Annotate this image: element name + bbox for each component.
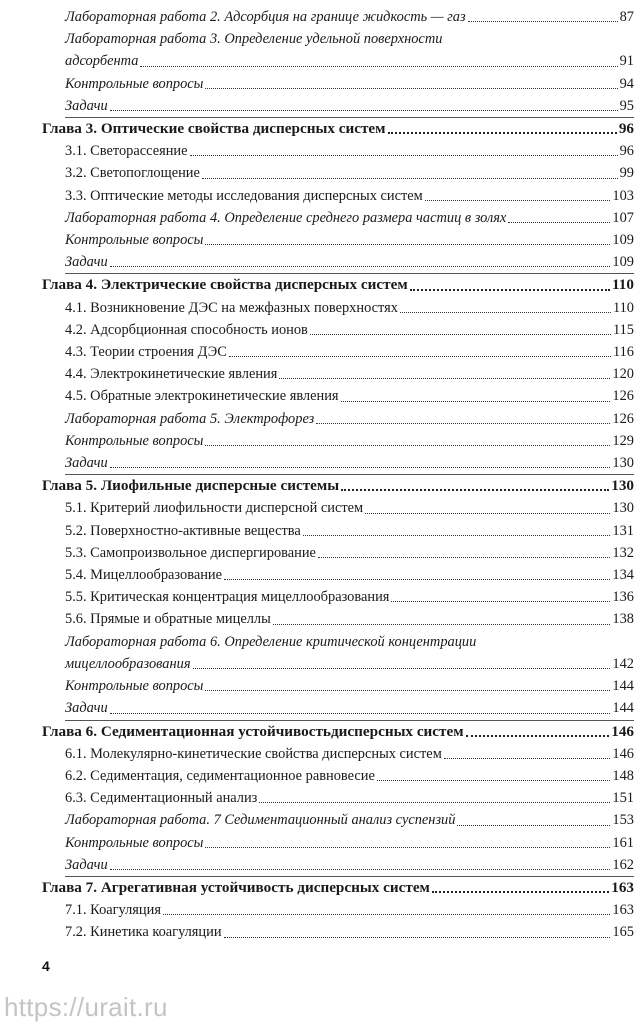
entry-page: 132 <box>612 544 634 561</box>
entry-page: 126 <box>612 410 634 427</box>
entry-title: Контрольные вопросы <box>65 75 204 92</box>
leader-dots <box>224 579 610 580</box>
chapter-title: Глава 5. Лиофильные дисперсные системы <box>42 477 340 495</box>
toc-entry <box>42 162 634 184</box>
entry-title: 5.4. Мицеллообразование <box>65 567 223 584</box>
toc-chapter <box>42 475 634 497</box>
chapter-page: 96 <box>618 120 634 138</box>
entry-page: 103 <box>612 187 634 204</box>
entry-page: 134 <box>612 567 634 584</box>
leader-dots <box>365 513 610 514</box>
entry-page: 136 <box>612 589 634 606</box>
entry-title: Контрольные вопросы <box>65 678 204 695</box>
toc-chapter <box>42 118 634 140</box>
toc-entry <box>42 542 634 564</box>
entry-title: Задачи <box>65 254 108 271</box>
chapter-page: 130 <box>611 477 634 495</box>
watermark-url: https://urait.ru <box>4 992 168 1022</box>
toc-entry <box>42 921 634 943</box>
toc-entry <box>42 251 634 273</box>
table-of-contents <box>42 6 634 944</box>
entry-page: 151 <box>612 790 634 807</box>
toc-entry <box>42 497 634 519</box>
entry-page: 144 <box>612 700 634 717</box>
entry-title: адсорбента <box>65 53 139 70</box>
page-number: 4 <box>42 958 50 974</box>
toc-entry <box>42 207 634 229</box>
entry-title: 4.5. Обратные электрокинетические явления <box>65 388 339 405</box>
leader-dots <box>140 66 617 67</box>
entry-title: 4.3. Теории строения ДЭС <box>65 344 227 361</box>
leader-dots <box>468 21 618 22</box>
toc-chapter <box>42 877 634 899</box>
entry-page: 138 <box>612 611 634 628</box>
entry-page: 142 <box>612 655 634 672</box>
toc-entry-first-line: Лабораторная работа 3. Определение удельной поверхности <box>65 31 443 48</box>
entry-page: 153 <box>612 812 634 829</box>
toc-entry <box>42 229 634 251</box>
entry-page: 162 <box>612 856 634 873</box>
toc-entry <box>42 608 634 630</box>
leader-dots <box>432 891 609 893</box>
leader-dots <box>388 132 617 134</box>
toc-entry <box>42 832 634 854</box>
leader-dots <box>341 401 611 402</box>
entry-title: Лабораторная работа 2. Адсорбция на границе жидкость — газ <box>65 9 466 25</box>
entry-page: 96 <box>619 143 634 160</box>
entry-title: 3.1. Светорассеяние <box>65 143 188 160</box>
entry-title: Лабораторная работа 5. Электрофорез <box>65 410 315 427</box>
entry-page: 144 <box>612 678 634 695</box>
entry-page: 116 <box>612 344 634 361</box>
chapter-title: Глава 6. Седиментационная устойчивостьдисперсных систем <box>42 722 464 740</box>
entry-page: 109 <box>612 254 634 271</box>
toc-entry <box>42 363 634 385</box>
leader-dots <box>303 535 611 536</box>
toc-entry <box>42 408 634 430</box>
entry-title: 7.1. Коагуляция <box>65 902 161 919</box>
chapter-page: 110 <box>612 276 634 294</box>
entry-page: 130 <box>612 455 634 472</box>
toc-entry <box>42 50 634 72</box>
toc-entry <box>42 95 634 117</box>
entry-page: 109 <box>612 232 634 249</box>
entry-title: 5.3. Самопроизвольное диспергирование <box>65 544 316 561</box>
entry-title: 4.1. Возникновение ДЭС на межфазных поверхностях <box>65 299 398 316</box>
entry-title: Задачи <box>65 700 108 717</box>
chapter-title: Глава 4. Электрические свойства дисперсных систем <box>42 276 408 294</box>
entry-page: 94 <box>619 75 634 92</box>
entry-page: 163 <box>612 902 634 919</box>
entry-page: 87 <box>619 9 634 25</box>
toc-entry <box>42 809 634 831</box>
entry-title: 5.2. Поверхностно-активные вещества <box>65 522 301 539</box>
entry-page: 161 <box>612 834 634 851</box>
chapter-title: Глава 7. Агрегативная устойчивость дисперсных систем <box>42 878 430 896</box>
leader-dots <box>279 378 610 379</box>
toc-entry <box>42 586 634 608</box>
entry-page: 165 <box>612 924 634 941</box>
toc-entry <box>42 6 634 28</box>
leader-dots <box>391 601 610 602</box>
chapter-title: Глава 3. Оптические свойства дисперсных систем <box>42 120 386 138</box>
toc-entry <box>42 675 634 697</box>
entry-title: 5.6. Прямые и обратные мицеллы <box>65 611 271 628</box>
entry-page: 91 <box>619 53 634 70</box>
toc-entry <box>42 520 634 542</box>
entry-title: 3.2. Светопоглощение <box>65 165 200 182</box>
leader-dots <box>508 222 610 223</box>
toc-entry <box>42 297 634 319</box>
entry-title: 5.5. Критическая концентрация мицеллообразования <box>65 589 390 606</box>
entry-title: 6.2. Седиментация, седиментационное равновесие <box>65 767 375 784</box>
leader-dots <box>224 937 611 938</box>
toc-entry <box>42 787 634 809</box>
toc-entry <box>42 185 634 207</box>
leader-dots <box>229 356 611 357</box>
entry-title: Лабораторная работа. 7 Седиментационный анализ суспензий <box>65 812 456 829</box>
entry-page: 95 <box>619 97 634 114</box>
entry-title: Контрольные вопросы <box>65 232 204 249</box>
toc-chapter <box>42 274 634 296</box>
leader-dots <box>205 88 617 89</box>
toc-entry <box>42 73 634 95</box>
toc-entry <box>42 140 634 162</box>
leader-dots <box>466 735 610 737</box>
entry-title: Контрольные вопросы <box>65 432 204 449</box>
leader-dots <box>259 802 610 803</box>
entry-title: Лабораторная работа 4. Определение среднего размера частиц в золях <box>65 209 507 226</box>
chapter-page: 146 <box>611 722 634 740</box>
leader-dots <box>425 200 611 201</box>
entry-title: Задачи <box>65 856 108 873</box>
entry-page: 148 <box>612 767 634 784</box>
toc-entry <box>42 341 634 363</box>
leader-dots <box>205 690 610 691</box>
leader-dots <box>205 244 610 245</box>
leader-dots <box>457 825 610 826</box>
leader-dots <box>163 914 610 915</box>
toc-entry <box>42 564 634 586</box>
entry-page: 120 <box>612 366 634 383</box>
leader-dots <box>110 869 611 870</box>
toc-entry <box>42 765 634 787</box>
leader-dots <box>316 423 610 424</box>
leader-dots <box>110 713 611 714</box>
toc-entry <box>42 743 634 765</box>
leader-dots <box>110 467 611 468</box>
entry-page: 126 <box>612 388 634 405</box>
entry-title: Задачи <box>65 97 108 114</box>
toc-entry <box>42 385 634 407</box>
entry-page: 131 <box>612 522 634 539</box>
leader-dots <box>318 557 610 558</box>
leader-dots <box>110 110 618 111</box>
leader-dots <box>273 624 611 625</box>
entry-title: 5.1. Критерий лиофильности дисперсной систем <box>65 500 364 517</box>
entry-title: 4.4. Электрокинетические явления <box>65 366 278 383</box>
leader-dots <box>202 178 618 179</box>
leader-dots <box>205 847 610 848</box>
toc-chapter <box>42 721 634 743</box>
entry-page: 129 <box>612 432 634 449</box>
toc-entry <box>42 319 634 341</box>
leader-dots <box>193 668 611 669</box>
entry-page: 146 <box>612 745 634 762</box>
leader-dots <box>400 312 611 313</box>
entry-page: 110 <box>612 299 634 316</box>
chapter-page: 163 <box>611 878 634 896</box>
entry-title: 6.3. Седиментационный анализ <box>65 790 258 807</box>
leader-dots <box>341 489 609 491</box>
leader-dots <box>410 289 610 291</box>
entry-title: 4.2. Адсорбционная способность ионов <box>65 321 308 338</box>
toc-entry-first-line: Лабораторная работа 6. Определение критической концентрации <box>65 633 477 650</box>
leader-dots <box>205 445 610 446</box>
entry-page: 99 <box>619 165 634 182</box>
entry-title: 7.2. Кинетика коагуляции <box>65 924 222 941</box>
toc-entry <box>42 899 634 921</box>
entry-title: Задачи <box>65 455 108 472</box>
leader-dots <box>310 334 611 335</box>
leader-dots <box>377 780 611 781</box>
entry-title: 3.3. Оптические методы исследования дисперсных систем <box>65 187 423 204</box>
toc-entry <box>42 653 634 675</box>
entry-page: 115 <box>612 321 634 338</box>
entry-page: 130 <box>612 500 634 517</box>
leader-dots <box>190 155 618 156</box>
toc-entry <box>42 854 634 876</box>
leader-dots <box>110 266 611 267</box>
toc-entry <box>42 697 634 719</box>
entry-title: 6.1. Молекулярно-кинетические свойства дисперсных систем <box>65 745 442 762</box>
toc-entry <box>42 430 634 452</box>
toc-entry <box>42 452 634 474</box>
entry-title: мицеллообразования <box>65 655 191 672</box>
entry-page: 107 <box>612 209 634 226</box>
entry-title: Контрольные вопросы <box>65 834 204 851</box>
leader-dots <box>444 758 611 759</box>
